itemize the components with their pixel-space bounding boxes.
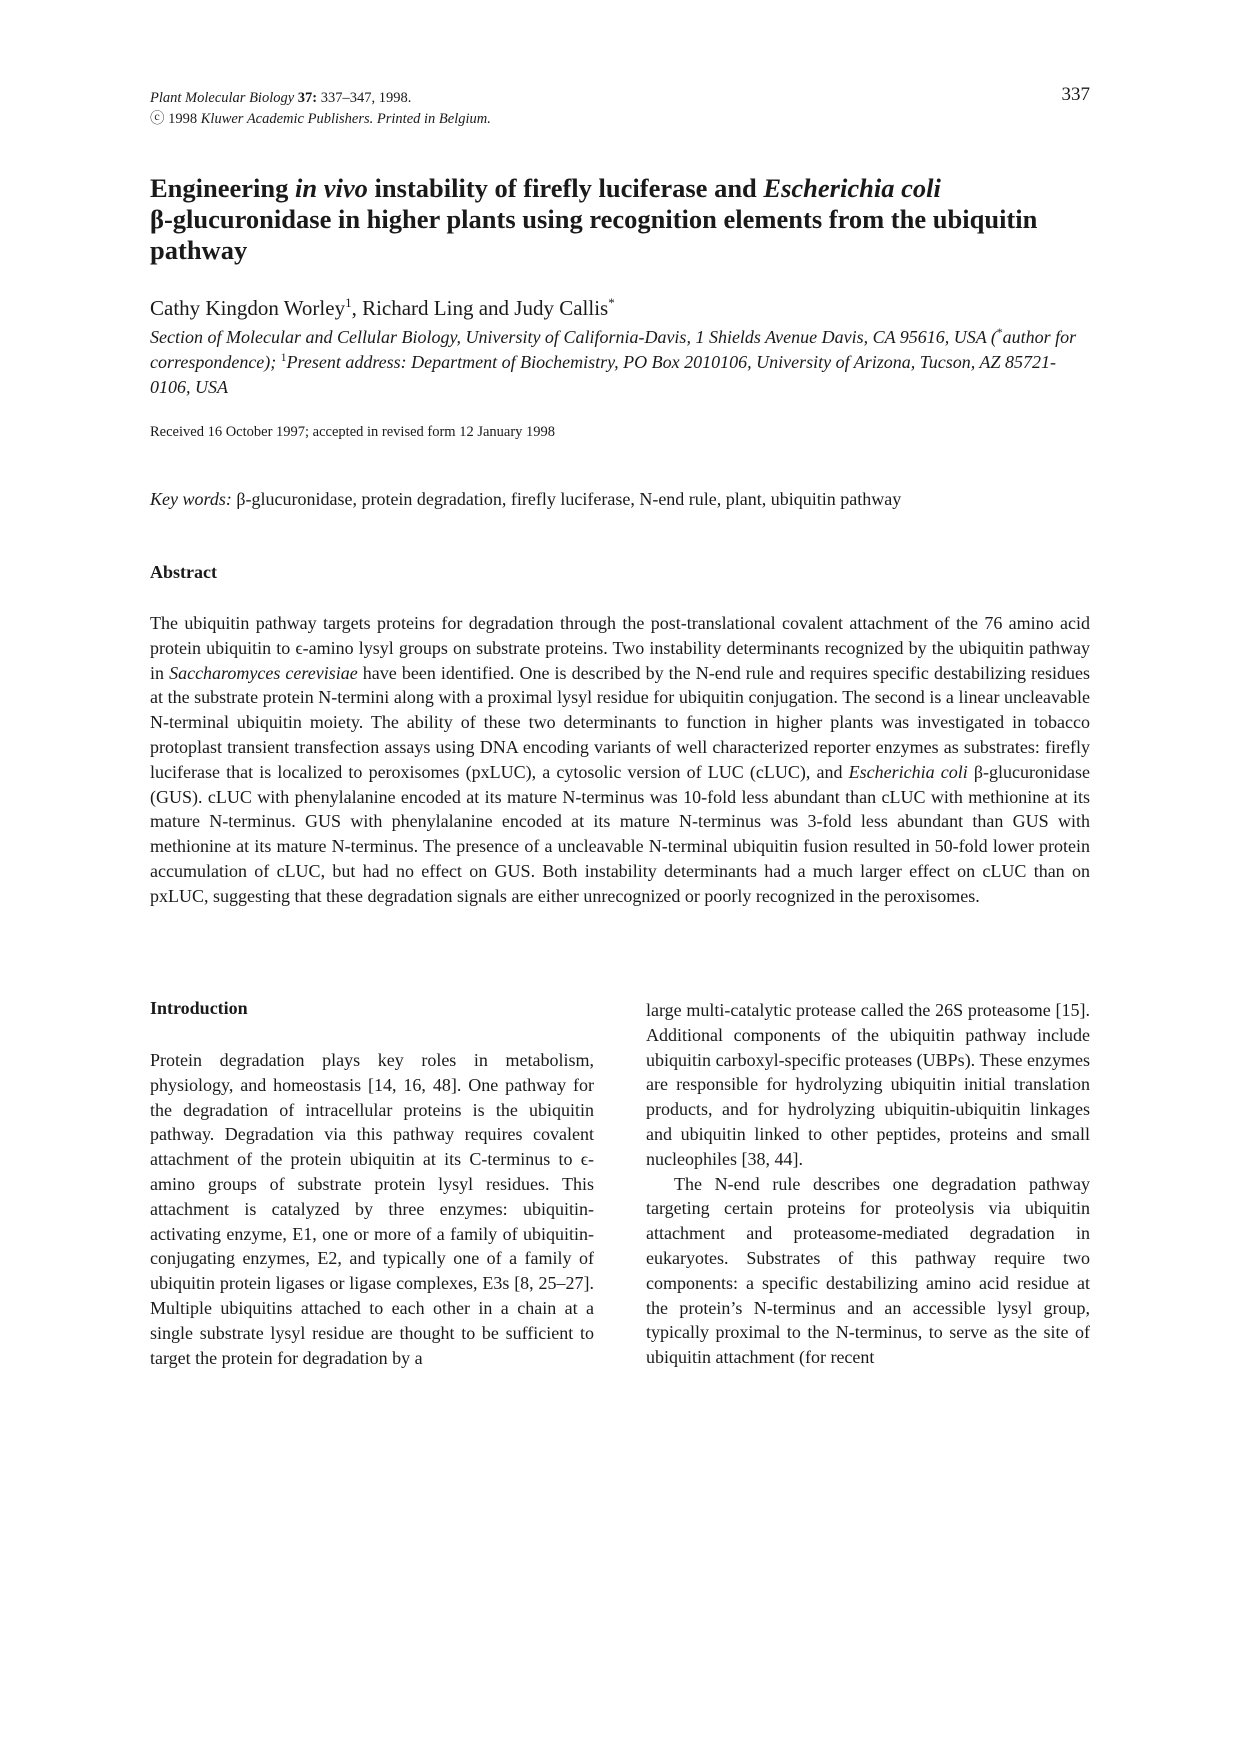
abstract-part: β-glucuronidase (GUS). cLUC with phenylalanine encoded at its mature N-terminus was 10-fold less abundant than cLUC with methionine at its mature N-terminus. GUS with phenylalanine encoded at its mature N-terminus was 3-fold less abundant than GUS with methionine at its mature N-terminus. The presence of a uncleavable N-terminal ubiquitin fusion resulted in 50-fold lower protein accumulation of cLUC, but had no effect on GUS. Both instability determinants had a much larger effect on cLUC than on pxLUC, suggesting that these degradation signals are either unrecognized or poorly recognized in the peroxisomes. xyxy=(150,761,1091,906)
paper-title xyxy=(150,173,1090,266)
intro-right-column xyxy=(646,998,1090,1370)
abstract-part: The ubiquitin pathway targets proteins for degradation through the post-translational covalent attachment of the 76 amino acid protein ubiquitin to ϵ-amino lysyl groups on substrate proteins. Two instability determinants recognized by the ubiquitin pathway in xyxy=(150,613,1090,683)
author-list xyxy=(150,296,615,321)
affiliation xyxy=(150,325,1090,400)
intro-paragraph: The N-end rule describes one degradation pathway targeting certain proteins for proteolysis via ubiquitin attachment and proteasome-mediated degradation in eukaryotes. Substrates of this pathway require two components: a specific destabilizing amino acid residue at the protein’s N-terminus and an accessible lysyl group, typically proximal to the N-terminus, to serve as the site of ubiquitin attachment (for recent xyxy=(646,1173,1090,1368)
abstract-part: have been identified. One is described by the N-end rule and requires specific destabilizing residues at the substrate protein N-termini along with a proximal lysyl residue for ubiquitin conjugation. The second is a linear uncleavable N-terminal ubiquitin moiety. The ability of these two determinants to function in higher plants was investigated in tobacco protoplast transient transfection assays using DNA encoding variants of well characterized reporter enzymes as substrates: firefly luciferase that is localized to peroxisomes (pxLUC), a cytosolic version of LUC (cLUC), and xyxy=(150,662,1090,782)
title-part: Engineering xyxy=(150,173,296,203)
present-address: Present address: Department of Biochemistry, PO Box 2010106, University of Arizona, Tucson, AZ 85721-0106, USA xyxy=(150,352,1056,397)
author-name: Cathy Kingdon Worley xyxy=(150,296,346,320)
title-part: β-glucuronidase in higher plants using recognition elements from the ubiquitin pathway xyxy=(150,204,1038,265)
abstract-heading: Abstract xyxy=(150,562,217,582)
journal-citation xyxy=(150,88,491,109)
printed-location: Printed in Belgium. xyxy=(376,111,491,127)
journal-pages: 337–347, 1998. xyxy=(320,90,412,106)
intro-paragraph: Protein degradation plays key roles in metabolism, physiology, and homeostasis [14, 16, 48]. One pathway for the degradation of intracellular proteins is the ubiquitin pathway. Degradation via this pathway requires covalent attachment of the protein ubiquitin at its C-terminus to ϵ-amino groups of substrate protein lysyl residues. This attachment is catalyzed by three enzymes: ubiquitin-activating enzyme, E1, one or more of a family of ubiquitin-conjugating enzymes, E2, and typically one of a family of ubiquitin protein ligases or ligase complexes, E3s [8, 25–27]. Multiple ubiquitins attached to each other in a chain at a single substrate lysyl residue are thought to be sufficient to target the protein for degradation by a xyxy=(150,1050,594,1368)
corresponding-mark: * xyxy=(996,327,1003,339)
correspondence-note: author for correspondence); xyxy=(150,327,1077,372)
introduction-heading: Introduction xyxy=(150,998,248,1018)
keywords-label: Key words: xyxy=(150,489,232,509)
title-italic: Escherichia coli xyxy=(763,173,941,203)
publisher-name: Kluwer Academic Publishers. xyxy=(200,111,374,127)
journal-volume: 37: xyxy=(297,90,318,106)
present-address-mark: 1 xyxy=(280,352,287,364)
author-affil-mark: 1 xyxy=(345,295,352,310)
author-names: , Richard Ling and Judy Callis xyxy=(351,296,609,320)
title-italic: in vivo xyxy=(295,173,368,203)
intro-left-column xyxy=(150,1048,594,1370)
abstract-italic: Saccharomyces cerevisiae xyxy=(169,662,358,683)
affiliation-text: Section of Molecular and Cellular Biology, University of California-Davis, 1 Shields Avenue Davis, CA 95616, USA ( xyxy=(150,327,997,347)
abstract-italic: Escherichia coli xyxy=(848,761,968,782)
copyright-line xyxy=(150,109,491,130)
journal-name: Plant Molecular Biology xyxy=(150,90,295,106)
received-dates: Received 16 October 1997; accepted in revised form 12 January 1998 xyxy=(150,424,556,440)
page-number: 337 xyxy=(1061,84,1090,105)
keywords-text: β-glucuronidase, protein degradation, firefly luciferase, N-end rule, plant, ubiquitin pathway xyxy=(231,489,902,509)
title-part: instability of firefly luciferase and xyxy=(367,173,764,203)
journal-header xyxy=(150,88,491,130)
keywords xyxy=(150,487,1090,511)
copyright-year: ⓒ 1998 xyxy=(150,111,198,127)
abstract-text xyxy=(150,611,1090,909)
intro-paragraph: large multi-catalytic protease called the 26S proteasome [15]. Additional components of the ubiquitin pathway include ubiquitin carboxyl-specific proteases (UBPs). These enzymes are responsible for hydrolyzing ubiquitin initial translation products, and for hydrolyzing ubiquitin-ubiquitin linkages and ubiquitin linked to other peptides, proteins and small nucleophiles [38, 44]. xyxy=(646,1000,1090,1169)
corresponding-mark: * xyxy=(608,295,615,310)
